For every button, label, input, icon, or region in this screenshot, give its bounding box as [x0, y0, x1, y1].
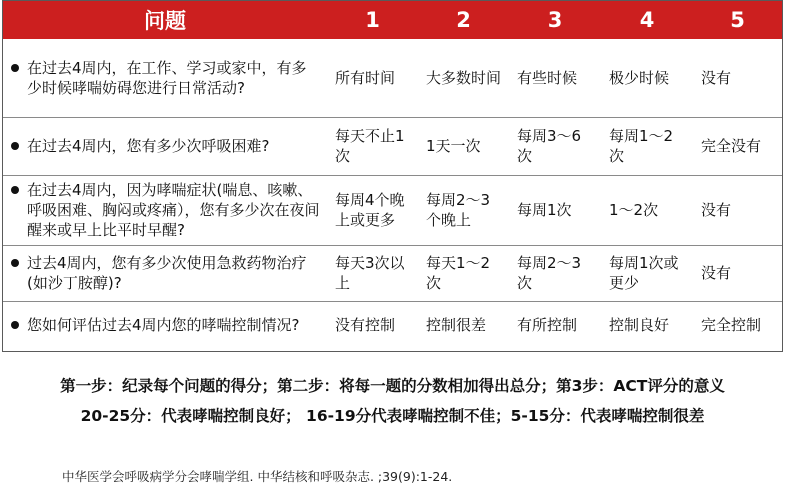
option-cell-3: 每周3～6次	[509, 117, 601, 175]
question-text: 在过去4周内，您有多少次呼吸困难?	[27, 137, 270, 155]
bullet-icon	[11, 142, 19, 150]
bullet-icon	[11, 186, 19, 194]
bullet-icon	[11, 64, 19, 72]
act-questionnaire-table	[3, 1, 782, 349]
table-row	[3, 301, 782, 349]
header-score-1: 1	[327, 1, 418, 39]
option-cell-1: 所有时间	[327, 39, 418, 117]
question-cell	[3, 39, 327, 117]
option-cell-2: 每天1～2次	[418, 245, 509, 301]
question-cell	[3, 117, 327, 175]
scoring-steps-text: 第一步：纪录每个问题的得分；第二步：将每一题的分数相加得出总分；第3步：ACT评分的意义	[60, 377, 725, 395]
option-cell-2: 1天一次	[418, 117, 509, 175]
option-cell-3: 有所控制	[517, 316, 578, 335]
option-cell-1: 每周4个晚上或更多	[327, 175, 418, 245]
question-text: 在过去4周内，因为哮喘症状(喘息、咳嗽、呼吸困难、胸闷或疼痛），您有多少次在夜间醒来或早上比平时早醒?	[27, 181, 320, 239]
option-cell-3: 每周1次	[509, 175, 601, 245]
header-score-3: 3	[509, 1, 601, 39]
option-cell-5: 完全控制	[701, 316, 762, 335]
option-cell-2: 控制很差	[426, 316, 487, 335]
option-cell-4: 每周1次或更少	[601, 245, 693, 301]
option-cell-5: 完全没有	[693, 117, 782, 175]
source-citation: 中华医学会呼吸病学分会哮喘学组. 中华结核和呼吸杂志. ;39(9):1-24.	[62, 469, 453, 484]
bullet-icon	[11, 259, 19, 267]
table-row	[3, 175, 782, 245]
table-header-row	[3, 1, 782, 39]
option-cell-5: 没有	[693, 175, 782, 245]
bullet-icon	[11, 321, 19, 329]
option-cell-3: 有些时候	[509, 39, 601, 117]
option-cell-4: 控制良好	[609, 316, 670, 335]
question-text: 您如何评估过去4周内您的哮喘控制情况?	[27, 316, 300, 335]
option-cell-1: 每天不止1次	[327, 117, 418, 175]
header-question: 问题	[3, 1, 327, 39]
table-row	[3, 117, 782, 175]
question-cell	[3, 245, 327, 301]
option-cell-5: 没有	[693, 245, 782, 301]
header-score-2: 2	[418, 1, 509, 39]
question-text: 过去4周内，您有多少次使用急救药物治疗 (如沙丁胺醇)?	[27, 254, 307, 292]
table-row	[3, 245, 782, 301]
option-cell-5: 没有	[693, 39, 782, 117]
header-score-5: 5	[693, 1, 782, 39]
question-cell	[3, 301, 327, 349]
score-interpretation-text: 20-25分：代表哮喘控制良好； 16-19分代表哮喘控制不佳；5-15分：代表哮喘控制很差	[80, 407, 705, 425]
question-text: 在过去4周内，在工作、学习或家中，有多少时候哮喘妨碍您进行日常活动?	[27, 58, 307, 97]
option-cell-2: 每周2～3个晚上	[418, 175, 509, 245]
option-cell-2: 大多数时间	[418, 39, 509, 117]
option-cell-4: 极少时候	[601, 39, 693, 117]
header-score-4: 4	[601, 1, 693, 39]
question-cell	[3, 175, 327, 245]
option-cell-4: 1～2次	[601, 175, 693, 245]
table-row	[3, 39, 782, 117]
act-questionnaire-table-container	[2, 0, 783, 352]
option-cell-3: 每周2～3次	[509, 245, 601, 301]
option-cell-1: 没有控制	[335, 316, 396, 335]
option-cell-4: 每周1～2次	[601, 117, 693, 175]
option-cell-1: 每天3次以上	[327, 245, 418, 301]
